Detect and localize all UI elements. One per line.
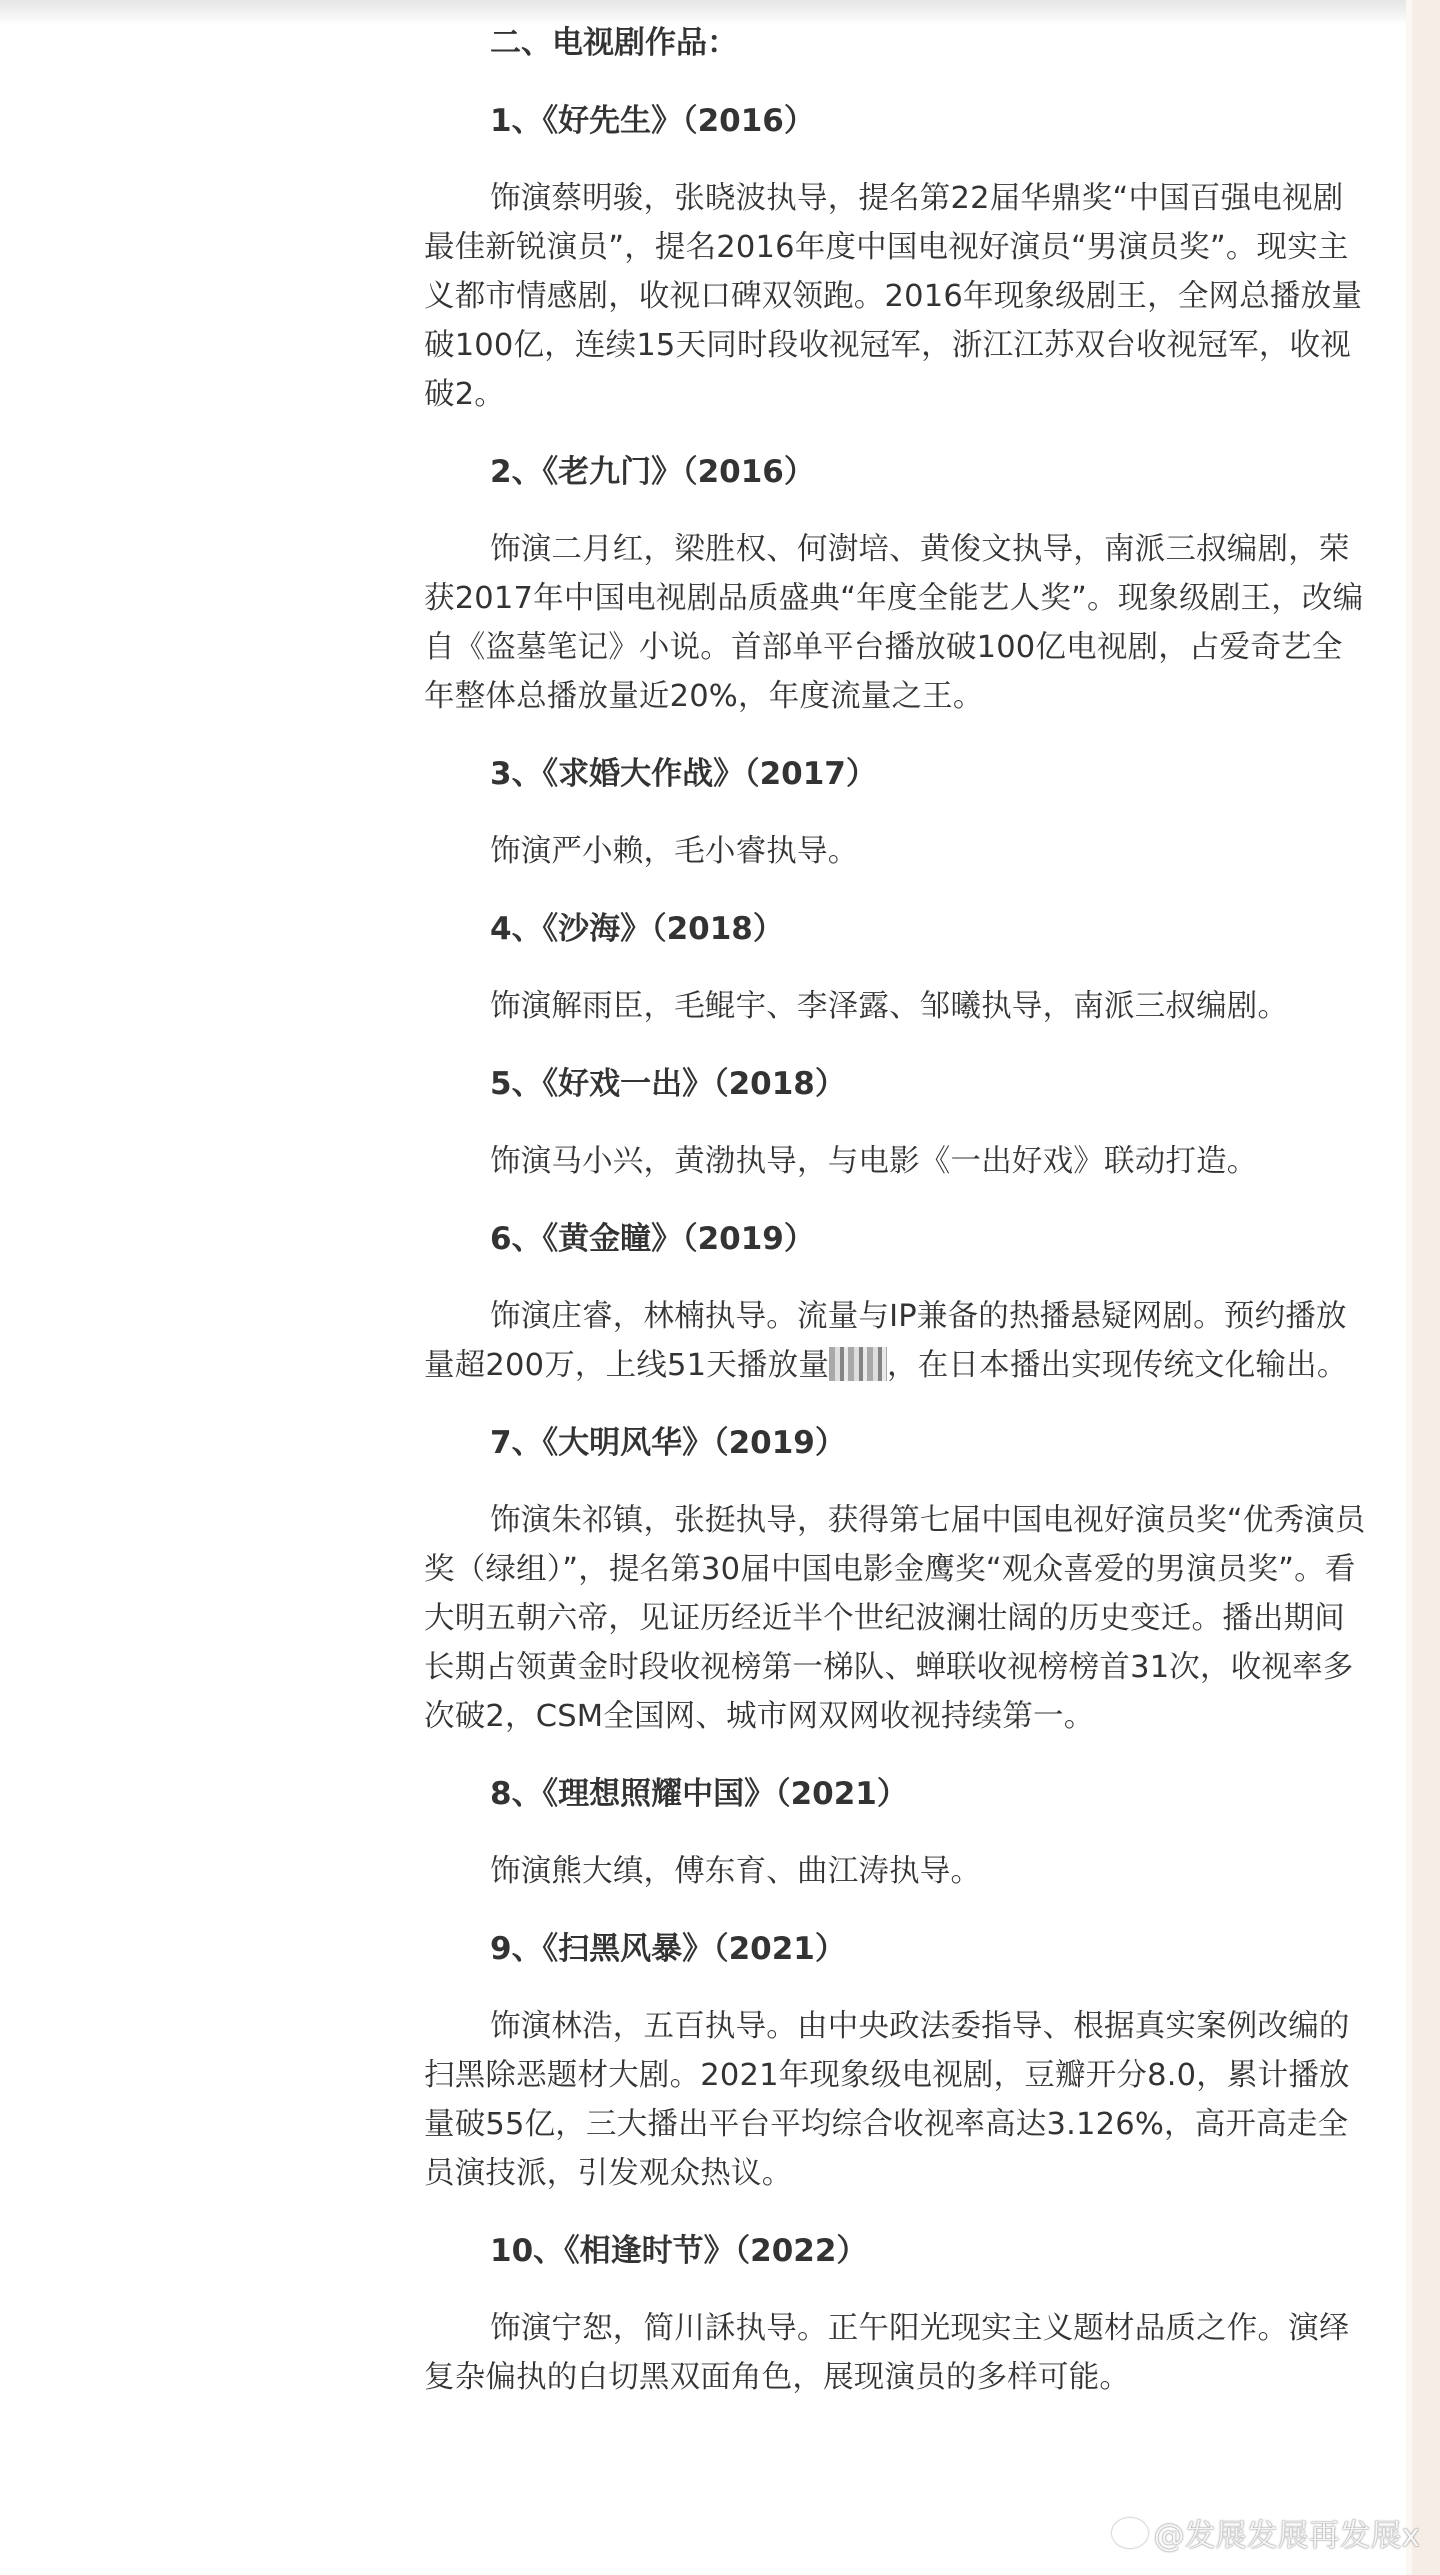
- entry-description: 饰演林浩，五百执导。由中央政法委指导、根据真实案例改编的扫黑除恶题材大剧。2021年现象级电视剧，豆瓣开分8.0，累计播放量破55亿，三大播出平台平均综合收视率高达3.126%，高开高走全员演技派，引发观众热议。: [424, 2009, 1350, 2191]
- description-text: 饰演庄睿，林楠执导。流量与IP兼备的热播悬疑网剧。预约播放量超200万，上线51天播放量: [424, 1299, 1347, 1383]
- article-body: [424, 18, 1366, 2430]
- section-title: 二、电视剧作品：: [490, 25, 738, 61]
- entry-description: 饰演熊大缜，傅东育、曲江涛执导。: [490, 1854, 982, 1889]
- entry-heading: 6、《黄金瞳》（2019）: [490, 1221, 815, 1257]
- entry-heading: 4、《沙海》（2018）: [490, 911, 784, 947]
- entry-description: 饰演宁恕，简川訸执导。正午阳光现实主义题材品质之作。演绎复杂偏执的白切黑双面角色，展现演员的多样可能。: [424, 2311, 1350, 2395]
- entry-6: [424, 1214, 1366, 1390]
- entry-4: [424, 904, 1366, 1031]
- weibo-watermark: [1112, 2510, 1420, 2555]
- entry-heading: 3、《求婚大作战》（2017）: [490, 756, 877, 792]
- censor-mosaic-icon: [829, 1347, 887, 1381]
- entry-9: [424, 1924, 1366, 2198]
- entry-10: [424, 2226, 1366, 2402]
- entry-5: [424, 1059, 1366, 1186]
- entry-heading: 5、《好戏一出》（2018）: [490, 1066, 846, 1102]
- entry-heading: 1、《好先生》（2016）: [490, 103, 815, 139]
- entry-1: [424, 96, 1366, 419]
- entry-heading: 2、《老九门》（2016）: [490, 454, 815, 490]
- entry-description: 饰演朱祁镇，张挺执导，获得第七届中国电视好演员奖“优秀演员奖（绿组）”，提名第30届中国电影金鹰奖“观众喜爱的男演员奖”。看大明五朝六帝，见证历经近半个世纪波澜壮阔的历史变迁。播出期间长期占领黄金时段收视榜第一梯队、蝉联收视榜榜首31次，收视率多次破2，CSM全国网、城市网双网收视持续第一。: [424, 1503, 1366, 1734]
- entry-7: [424, 1418, 1366, 1741]
- right-edge-panel: [1412, 0, 1440, 2575]
- entry-description: 饰演二月红，梁胜权、何澍培、黄俊文执导，南派三叔编剧，荣获2017年中国电视剧品质盛典“年度全能艺人奖”。现象级剧王，改编自《盗墓笔记》小说。首部单平台播放破100亿电视剧，占爱奇艺全年整体总播放量近20%，年度流量之王。: [424, 532, 1364, 714]
- entry-description: 饰演蔡明骏，张晓波执导，提名第22届华鼎奖“中国百强电视剧最佳新锐演员”，提名2016年度中国电视好演员“男演员奖”。现实主义都市情感剧，收视口碑双领跑。2016年现象级剧王，全网总播放量破100亿，连续15天同时段收视冠军，浙江江苏双台收视冠军，收视破2。: [424, 181, 1363, 412]
- entry-heading: 10、《相逢时节》（2022）: [490, 2233, 868, 2269]
- entry-heading: 8、《理想照耀中国》（2021）: [490, 1776, 908, 1812]
- entry-2: [424, 447, 1366, 721]
- entry-description: [424, 1292, 1366, 1390]
- watermark-text: @发展发展再发展x: [1153, 2518, 1420, 2554]
- entry-description: 饰演马小兴，黄渤执导，与电影《一出好戏》联动打造。: [490, 1144, 1258, 1179]
- entry-heading: 7、《大明风华》（2019）: [490, 1425, 846, 1461]
- entry-8: [424, 1769, 1366, 1896]
- entry-description: 饰演解雨臣，毛鲲宇、李泽露、邹曦执导，南派三叔编剧。: [490, 989, 1289, 1024]
- weibo-logo-icon: [1112, 2518, 1148, 2548]
- entry-3: [424, 749, 1366, 876]
- entry-heading: 9、《扫黑风暴》（2021）: [490, 1931, 846, 1967]
- description-text: ，在日本播出实现传统文化输出。: [887, 1348, 1348, 1383]
- entry-description: 饰演严小赖，毛小睿执导。: [490, 834, 859, 869]
